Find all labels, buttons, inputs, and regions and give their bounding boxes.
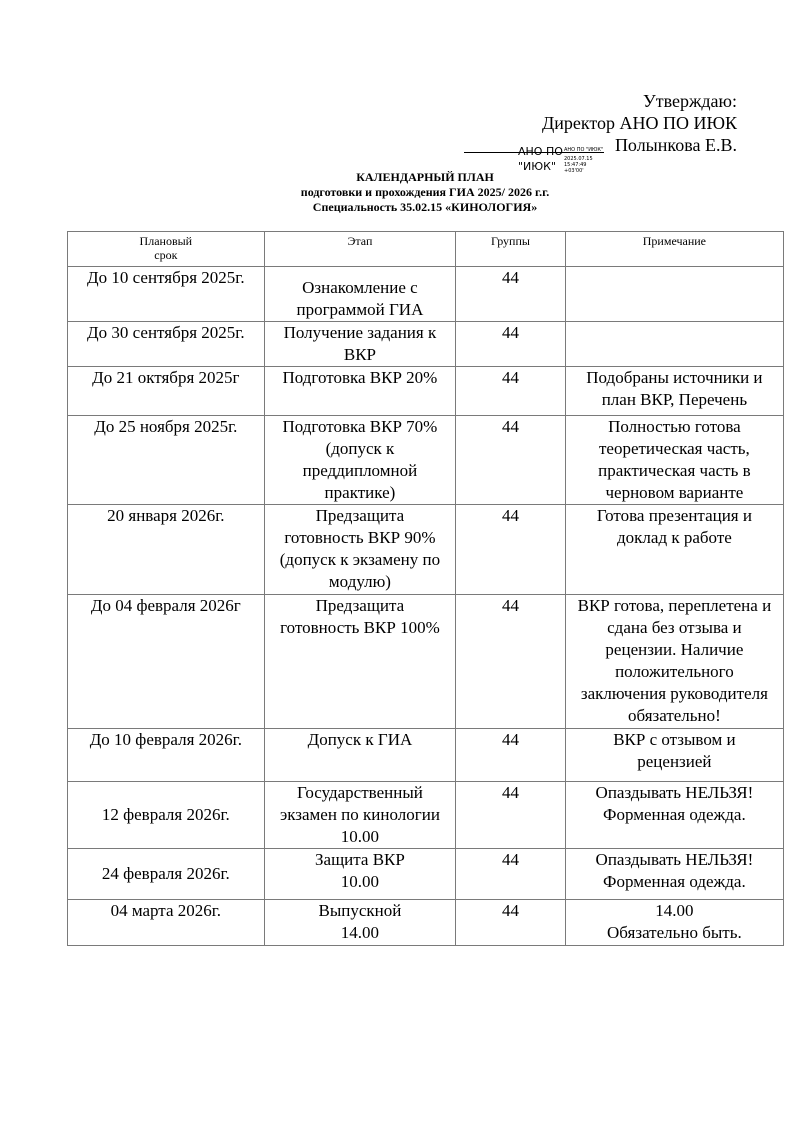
stage-line: модулю) <box>328 572 391 591</box>
table-row <box>68 267 784 322</box>
document-specialty: Специальность 35.02.15 «КИНОЛОГИЯ» <box>312 200 538 214</box>
stage-line: Государственный <box>296 783 423 802</box>
stage-line: 10.00 <box>340 827 380 846</box>
cell-date: До 30 сентября 2025г. <box>68 322 265 367</box>
table-row <box>68 782 784 849</box>
cell-group: 44 <box>456 505 566 595</box>
cell-stage <box>264 595 456 729</box>
stage-line: 14.00 <box>340 923 380 942</box>
note-line: Форменная одежда. <box>603 805 746 824</box>
approval-line-approve: Утверждаю: <box>642 91 737 111</box>
table-row <box>68 729 784 782</box>
cell-stage <box>264 505 456 595</box>
cell-stage <box>264 267 456 322</box>
cell-group: 44 <box>456 900 566 946</box>
calendar-plan-table <box>67 231 784 946</box>
cell-stage <box>264 849 456 900</box>
note-line: рецензией <box>637 752 712 771</box>
table-row <box>68 505 784 595</box>
note-line: обязательно! <box>627 706 721 725</box>
approval-line-director: Директор АНО ПО ИЮК <box>541 113 737 133</box>
header-date-line2: срок <box>154 248 178 262</box>
stage-line: готовность ВКР 100% <box>280 618 440 637</box>
stage-line: Ознакомление с <box>302 278 418 297</box>
document-title: КАЛЕНДАРНЫЙ ПЛАН <box>356 170 494 184</box>
note-line: теоретическая часть, <box>598 439 750 458</box>
stage-line: готовность ВКР 90% <box>284 528 436 547</box>
cell-note <box>565 505 783 595</box>
table-row <box>68 849 784 900</box>
cell-stage <box>264 322 456 367</box>
table-row <box>68 322 784 367</box>
header-planned-date <box>68 232 265 267</box>
note-line: Подобраны источники и <box>586 368 763 387</box>
note-line: Готова презентация и <box>596 506 752 525</box>
cell-note <box>565 416 783 505</box>
signature-small-org: АНО ПО "ИЮК" <box>564 147 604 153</box>
note-line: черновом варианте <box>605 483 744 502</box>
note-line: Обязательно быть. <box>607 923 742 942</box>
cell-group: 44 <box>456 729 566 782</box>
stage-line: ВКР <box>343 345 376 364</box>
cell-stage <box>264 900 456 946</box>
cell-note <box>565 267 783 322</box>
stage-line: Подготовка ВКР 70% <box>282 417 438 436</box>
stage-line: Получение задания к <box>283 323 437 342</box>
document-heading <box>0 170 794 215</box>
cell-date: 12 февраля 2026г. <box>68 782 265 849</box>
note-line: заключения руководителя <box>580 684 768 703</box>
document-subtitle: подготовки и прохождения ГИА 2025/ 2026 г.г. <box>300 185 550 199</box>
cell-note <box>565 900 783 946</box>
note-line: план ВКР, Перечень <box>601 390 748 409</box>
stage-line: Подготовка ВКР 20% <box>282 368 438 387</box>
cell-group: 44 <box>456 595 566 729</box>
cell-group: 44 <box>456 367 566 416</box>
cell-note <box>565 729 783 782</box>
signature-time: 15:47:49 +03'00' <box>564 162 587 174</box>
note-line: рецензии. Наличие <box>605 640 744 659</box>
cell-group: 44 <box>456 782 566 849</box>
cell-note <box>565 595 783 729</box>
note-line: Опаздывать НЕЛЬЗЯ! <box>595 783 754 802</box>
signature-org-line1: АНО ПО <box>518 145 563 158</box>
signature-date: 2025.07.15 <box>564 156 593 162</box>
digital-signature <box>464 140 604 174</box>
note-line: Опаздывать НЕЛЬЗЯ! <box>595 850 754 869</box>
cell-note <box>565 782 783 849</box>
stage-line: Защита ВКР <box>315 850 405 869</box>
cell-note <box>565 367 783 416</box>
table-row <box>68 367 784 416</box>
note-line: Полностью готова <box>608 417 741 436</box>
cell-group: 44 <box>456 267 566 322</box>
table-row <box>68 900 784 946</box>
note-line: ВКР готова, переплетена и <box>577 596 772 615</box>
cell-stage <box>264 729 456 782</box>
cell-date: 20 января 2026г. <box>68 505 265 595</box>
cell-group: 44 <box>456 849 566 900</box>
stage-line: практике) <box>324 483 396 502</box>
note-line: ВКР с отзывом и <box>613 730 736 749</box>
cell-date: До 04 февраля 2026г <box>68 595 265 729</box>
cell-group: 44 <box>456 416 566 505</box>
cell-stage <box>264 367 456 416</box>
stage-line: Предзащита <box>315 506 405 525</box>
header-date-line1: Плановый <box>139 234 193 248</box>
cell-stage <box>264 782 456 849</box>
header-stage: Этап <box>264 232 456 267</box>
stage-line: преддипломной <box>302 461 418 480</box>
table-row <box>68 595 784 729</box>
cell-date: До 10 февраля 2026г. <box>68 729 265 782</box>
stage-line: 10.00 <box>340 872 380 891</box>
header-groups: Группы <box>456 232 566 267</box>
note-line: 14.00 <box>655 901 694 920</box>
table-row <box>68 416 784 505</box>
cell-date: До 10 сентября 2025г. <box>68 267 265 322</box>
cell-date: 24 февраля 2026г. <box>68 849 265 900</box>
cell-date: До 21 октября 2025г <box>68 367 265 416</box>
note-line: практическая часть в <box>598 461 751 480</box>
table-header-row <box>68 232 784 267</box>
note-line: Форменная одежда. <box>603 872 746 891</box>
stage-line: Выпускной <box>318 901 402 920</box>
stage-line: программой ГИА <box>296 300 424 319</box>
cell-date: До 25 ноября 2025г. <box>68 416 265 505</box>
stage-line: (допуск к <box>325 439 395 458</box>
note-line: доклад к работе <box>617 528 732 547</box>
header-note: Примечание <box>565 232 783 267</box>
stage-line: экзамен по кинологии <box>279 805 440 824</box>
note-line: положительного <box>615 662 734 681</box>
signature-org-line2: "ИЮК" <box>518 160 557 173</box>
approval-line-name: Полынкова Е.В. <box>614 135 737 155</box>
stage-line: Предзащита <box>315 596 405 615</box>
cell-note <box>565 849 783 900</box>
stage-line: Допуск к ГИА <box>307 730 413 749</box>
cell-note <box>565 322 783 367</box>
note-line: сдана без отзыва и <box>607 618 742 637</box>
cell-stage <box>264 416 456 505</box>
cell-group: 44 <box>456 322 566 367</box>
cell-date: 04 марта 2026г. <box>68 900 265 946</box>
stage-line: (допуск к экзамену по <box>279 550 441 569</box>
